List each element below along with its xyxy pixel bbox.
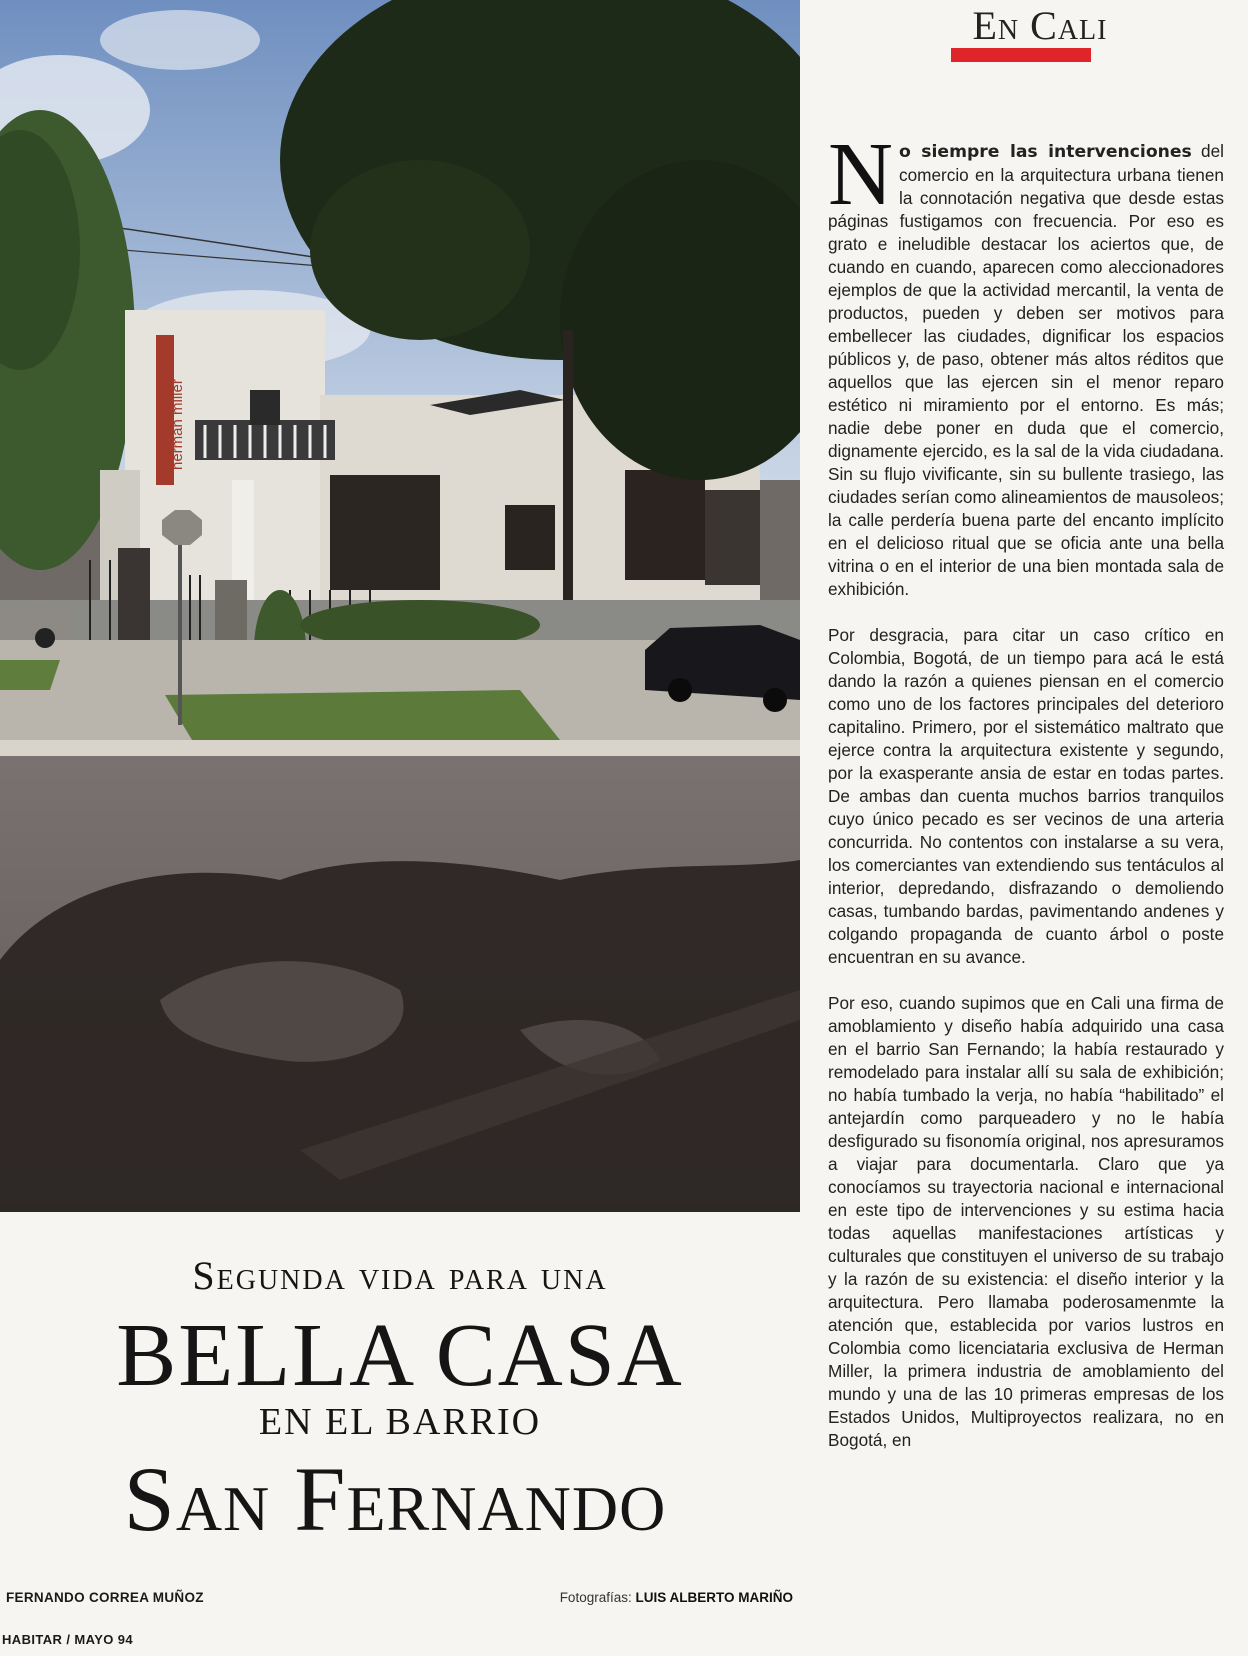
title-line-2: BELLA CASA (116, 1306, 684, 1405)
photo-credit-label: Fotografías: (559, 1590, 632, 1605)
article-body (828, 125, 1224, 1475)
author-byline: FERNANDO CORREA MUÑOZ (6, 1590, 204, 1605)
paragraph-1 (828, 125, 1224, 601)
title-line-3: EN EL BARRIO (258, 1401, 542, 1443)
title-line-1: Segunda vida para una (192, 1253, 608, 1298)
drop-cap: N (828, 125, 893, 224)
page-footer: HABITAR / MAYO 94 (2, 1632, 134, 1647)
photo-credit (560, 1590, 793, 1605)
house-photo-illustration (0, 0, 800, 1212)
paragraph-1-text: del comercio en la arquitectura urbana tienen la connotación negativa que desde estas páginas fustigamos con frecuencia. Por eso es grato e ineludible destacar los aciertos que, de cuando en cuando, aparecen como aleccionadores ejemplos de que la actividad mercantil, la venta de productos, pueden y deben ser motivos para embellecer las ciudades, dignificar los espacios públicos y, de paso, obtener más altos réditos que aquellos que las ejercen sin el menor reparo estético ni miramiento por el entorno. Es más; nadie debe poner en duda que el comercio, dignamente ejercido, es la sal de la vida ciudadana. Sin su flujo vivificante, sin su bullente trasiego, las ciudades serían como alineamientos de mausoleos; la calle perdería buena parte del encanto implícito en el delicioso ritual que se oficia ante una bella vitrina o en el interior de una bien montada sala de exhibición. (828, 141, 1224, 599)
street-photo (0, 0, 800, 1212)
herman-miller-sign: herman miller (169, 379, 186, 470)
section-rule (951, 48, 1091, 62)
section-label: En Cali (972, 3, 1108, 48)
paragraph-3: Por eso, cuando supimos que en Cali una firma de amoblamiento y diseño había adquirido una casa en el barrio San Fernando; la había restaurado y remodelado para instalar allí su sala de exhibición; no había tumbado la verja, no había “habilitado” el antejardín como parqueadero y no le había desfigurado su fisonomía original, nos apresuramos a viajar para documentarla. Claro que ya conocíamos su trayectoria nacional e internacional en este tipo de intervenciones y su estima hacia todas aquellas manifestaciones artísticas y culturales que constituyen el universo de su trabajo y la razón de su existencia: el diseño interior y la arquitectura. Pero llamaba poderosamenmte la atención que, establecida por varios lustros en Colombia como licenciataria exclusiva de Herman Miller, la primera industria de amoblamiento del mundo y una de las 10 primeras empresas de los Estados Unidos, Multiproyectos realizara, no en Bogotá, en (828, 993, 1224, 1450)
paragraph-2: Por desgracia, para citar un caso crítico en Colombia, Bogotá, de un tiempo para acá le está dando la razón a quienes piensan en el comercio como uno de los factores principales del deterioro capitalino. Primero, por el sistemático maltrato que ejerce contra la arquitectura existente y segundo, por la exasperante ansia de estar en todas partes. De ambas dan cuenta muchos barrios tranquilos cuyo único pecado es ser vecinos de una arteria concurrida. No contentos con instalarse a su vera, los comerciantes van extendiendo sus tentáculos al interior, depredando, disfrazando o demoliendo casas, tumbando bardas, pavimentando andenes y colgando propaganda de cuanto árbol o poste encuentran en su avance. (828, 625, 1224, 967)
photographer-name: LUIS ALBERTO MARIÑO (635, 1590, 793, 1605)
lead-in: o siempre las intervenciones (899, 142, 1192, 162)
title-line-4: San Fernando (123, 1448, 667, 1550)
